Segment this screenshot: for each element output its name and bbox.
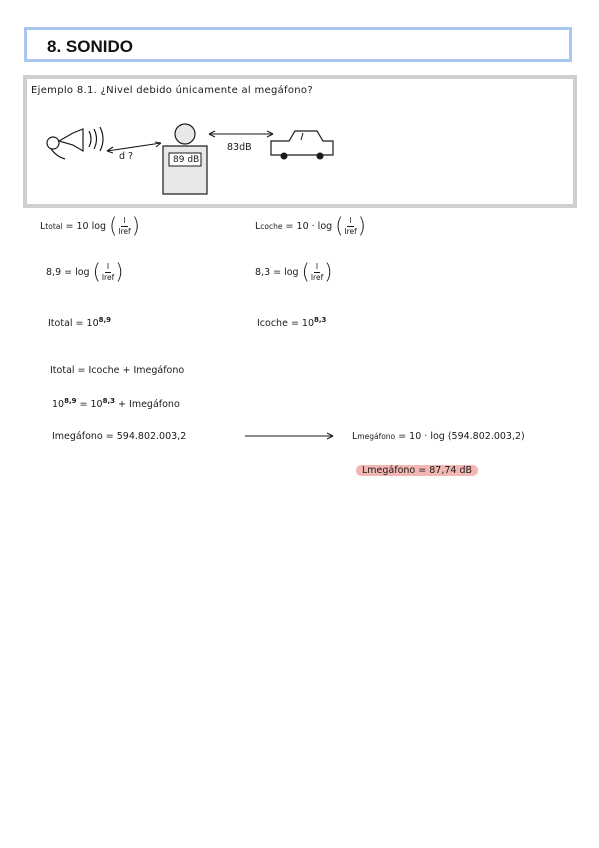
eq-coche-log: 8,3 = log ( $\frac{I}{\text{Iref}}$ ) <box>255 260 333 284</box>
car-drawing <box>267 125 337 165</box>
example-box <box>23 75 577 208</box>
example-question: Ejemplo 8.1. ¿Nivel debido únicamente al megáfono? <box>31 85 313 96</box>
eq-i-total: Itotal = $10^{8,9}$ <box>48 316 112 330</box>
eq-l-coche: Lcoche = 10 · log ( $\frac{I}{\text{Iref}}$ ) <box>255 214 366 238</box>
eq-i-coche: Icoche = $10^{8,3}$ <box>257 316 327 330</box>
eq-power-sum: $10^{8,9} = 10^{8,3}$ + Imegáfono <box>52 397 180 411</box>
result-highlight <box>356 465 478 476</box>
section-title-box <box>24 27 572 62</box>
result-arrow <box>243 431 338 441</box>
listener-sign-level: 89 dB <box>173 155 200 165</box>
distance-label: d ? <box>119 151 134 162</box>
section-title: 8. SONIDO <box>47 37 133 56</box>
eq-total-log: 8,9 = log ( $\frac{I}{\text{Iref}}$ ) <box>46 260 124 284</box>
result-text: Lmegáfono = 87,74 dB <box>356 465 478 476</box>
eq-l-total: Ltotal = 10 log ( $\frac{I}{\text{Iref}}$ ) <box>40 214 140 238</box>
eq-intensity-sum: Itotal = Icoche + Imegáfono <box>50 365 185 376</box>
eq-l-megafono: Lmegáfono = 10 · log (594.802.003,2) <box>352 431 525 442</box>
car-level-label: 83dB <box>227 142 252 153</box>
eq-i-megafono: Imegáfono = 594.802.003,2 <box>52 431 187 442</box>
distance-arrow <box>105 141 165 155</box>
